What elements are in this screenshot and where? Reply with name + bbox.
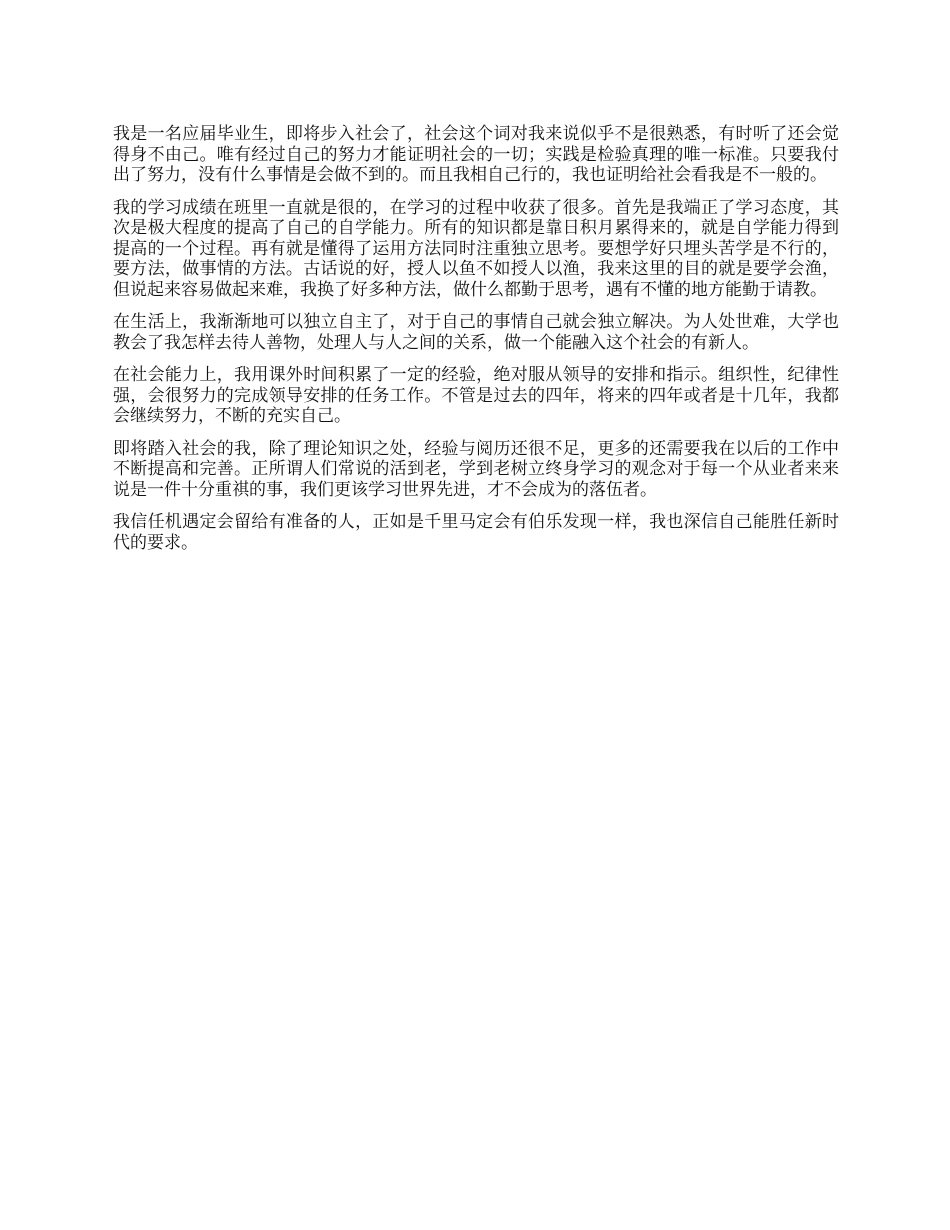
paragraph-4: 在社会能力上，我用课外时间积累了一定的经验，绝对服从领导的安排和指示。组织性，纪律性强，会很努力的完成领导安排的任务工作。不管是过去的四年，将来的四年或者是十几年，我都会继续努力，不断的充实自己。 [113,365,839,426]
paragraph-6: 我信任机遇定会留给有准备的人，正如是千里马定会有伯乐发现一样，我也深信自己能胜任新时代的要求。 [113,512,839,553]
paragraph-3: 在生活上，我渐渐地可以独立自主了，对于自己的事情自己就会独立解决。为人处世难，大学也教会了我怎样去待人善物，处理人与人之间的关系，做一个能融入这个社会的有新人。 [113,312,839,353]
paragraph-2: 我的学习成绩在班里一直就是很的，在学习的过程中收获了很多。首先是我端正了学习态度，其次是极大程度的提高了自己的自学能力。所有的知识都是靠日积月累得来的，就是自学能力得到提高的一个过程。再有就是懂得了运用方法同时注重独立思考。要想学好只埋头苦学是不行的，要方法，做事情的方法。古话说的好，授人以鱼不如授人以渔，我来这里的目的就是要学会渔，但说起来容易做起来难，我换了好多种方法，做什么都勤于思考，遇有不懂的地方能勤于请教。 [113,197,839,300]
paragraph-5: 即将踏入社会的我，除了理论知识之处，经验与阅历还很不足，更多的还需要我在以后的工作中不断提高和完善。正所谓人们常说的活到老，学到老树立终身学习的观念对于每一个从业者来来说是一件十分重祺的事，我们更该学习世界先进，才不会成为的落伍者。 [113,438,839,500]
paragraph-1: 我是一名应届毕业生，即将步入社会了，社会这个词对我来说似乎不是很熟悉，有时听了还会觉得身不由己。唯有经过自己的努力才能证明社会的一切；实践是检验真理的唯一标准。只要我付出了努力，没有什么事情是会做不到的。而且我相自己行的，我也证明给社会看我是不一般的。 [113,124,839,185]
document-body [113,124,839,565]
